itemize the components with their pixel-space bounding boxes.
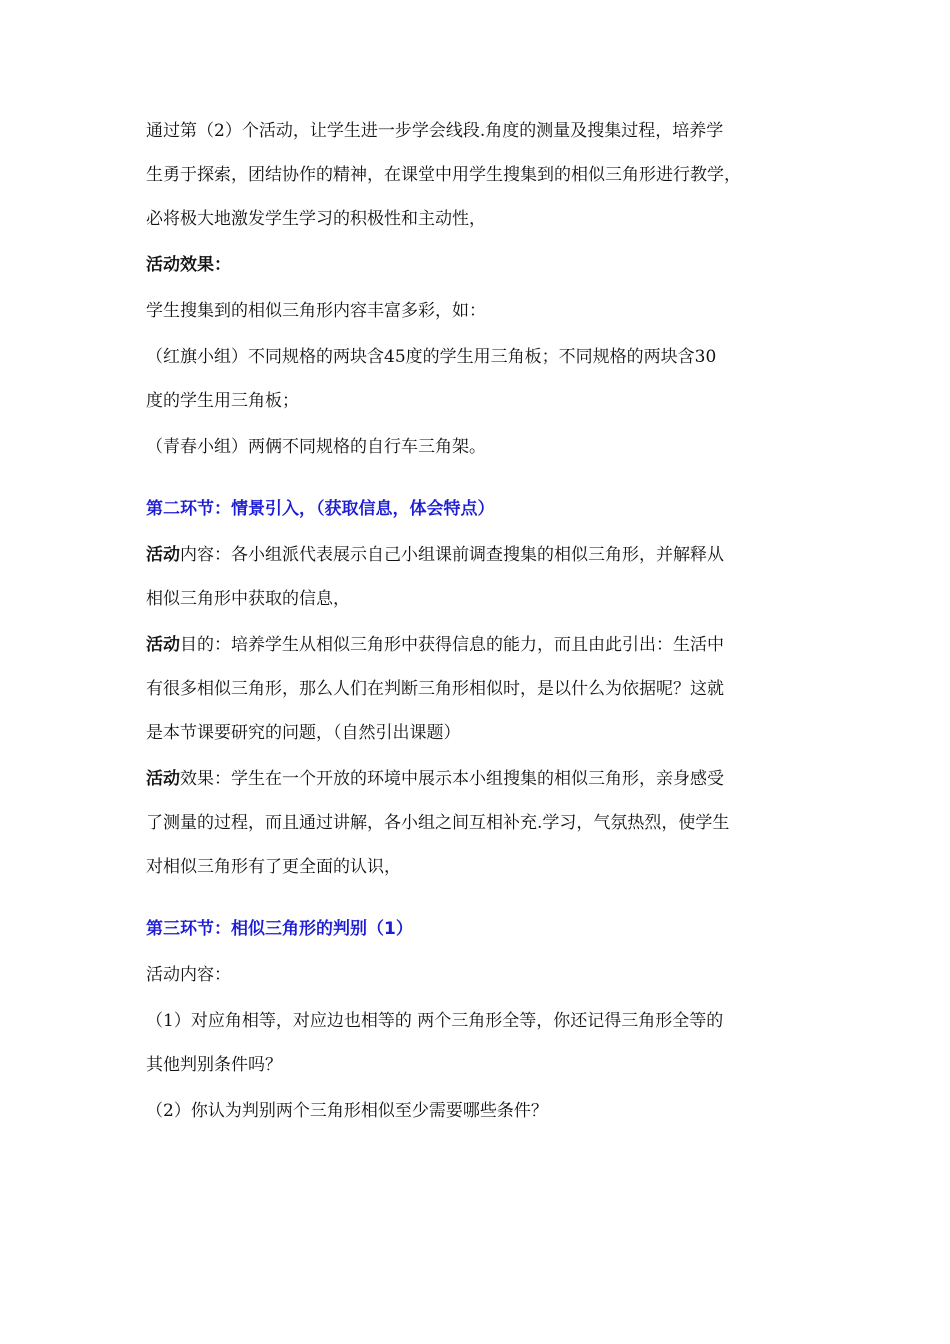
text-line: 了测量的过程，而且通过讲解，各小组之间互相补充.学习，气氛热烈，使学生 (146, 813, 730, 833)
document-page (146, 118, 816, 1124)
question-line: （1）对应角相等，对应边也相等的 两个三角形全等，你还记得三角形全等的 (146, 1011, 724, 1031)
question-line: 其他判别条件吗？ (146, 1055, 282, 1075)
text-line: 必将极大地激发学生学习的积极性和主动性， (146, 209, 486, 229)
text-line: 通过第（2）个活动，让学生进一步学会线段.角度的测量及搜集过程，培养学 (146, 121, 724, 141)
text-line: 活动内容：各小组派代表展示自己小组课前调查搜集的相似三角形，并解释从 (146, 545, 724, 565)
text-line: 相似三角形中获取的信息， (146, 589, 350, 609)
activity-effect-label: 活动效果： (146, 255, 231, 275)
section-heading: 第三环节：相似三角形的判别（1） (146, 919, 413, 939)
text-line: （红旗小组）不同规格的两块含45度的学生用三角板；不同规格的两块含30 (146, 347, 717, 367)
text-line: 活动效果：学生在一个开放的环境中展示本小组搜集的相似三角形，亲身感受 (146, 769, 724, 789)
intro-paragraph (146, 118, 816, 232)
activity-label: 活动 (146, 769, 180, 789)
question-line: （2）你认为判别两个三角形相似至少需要哪些条件？ (146, 1101, 548, 1121)
text-line: 度的学生用三角板； (146, 391, 299, 411)
text-line: （青春小组）两俩不同规格的自行车三角架。 (146, 437, 486, 457)
activity-content-paragraph (146, 542, 816, 612)
text-line: 生勇于探索，团结协作的精神，在课堂中用学生搜集到的相似三角形进行教学， (146, 165, 741, 185)
activity-label: 活动 (146, 635, 180, 655)
activity-effect-paragraph (146, 766, 816, 880)
text-line: 有很多相似三角形，那么人们在判断三角形相似时，是以什么为依据呢？这就 (146, 679, 724, 699)
text-line: 是本节课要研究的问题，（自然引出课题） (146, 723, 461, 743)
activity-purpose-paragraph (146, 632, 816, 746)
text-line: 活动目的：培养学生从相似三角形中获得信息的能力，而且由此引出：生活中 (146, 635, 724, 655)
section-heading: 第二环节：情景引入，（获取信息，体会特点） (146, 499, 495, 519)
text-line: 对相似三角形有了更全面的认识， (146, 857, 401, 877)
activity-label: 活动 (146, 545, 180, 565)
activity-content-label: 活动内容： (146, 965, 231, 985)
text-line: 学生搜集到的相似三角形内容丰富多彩，如： (146, 301, 486, 321)
